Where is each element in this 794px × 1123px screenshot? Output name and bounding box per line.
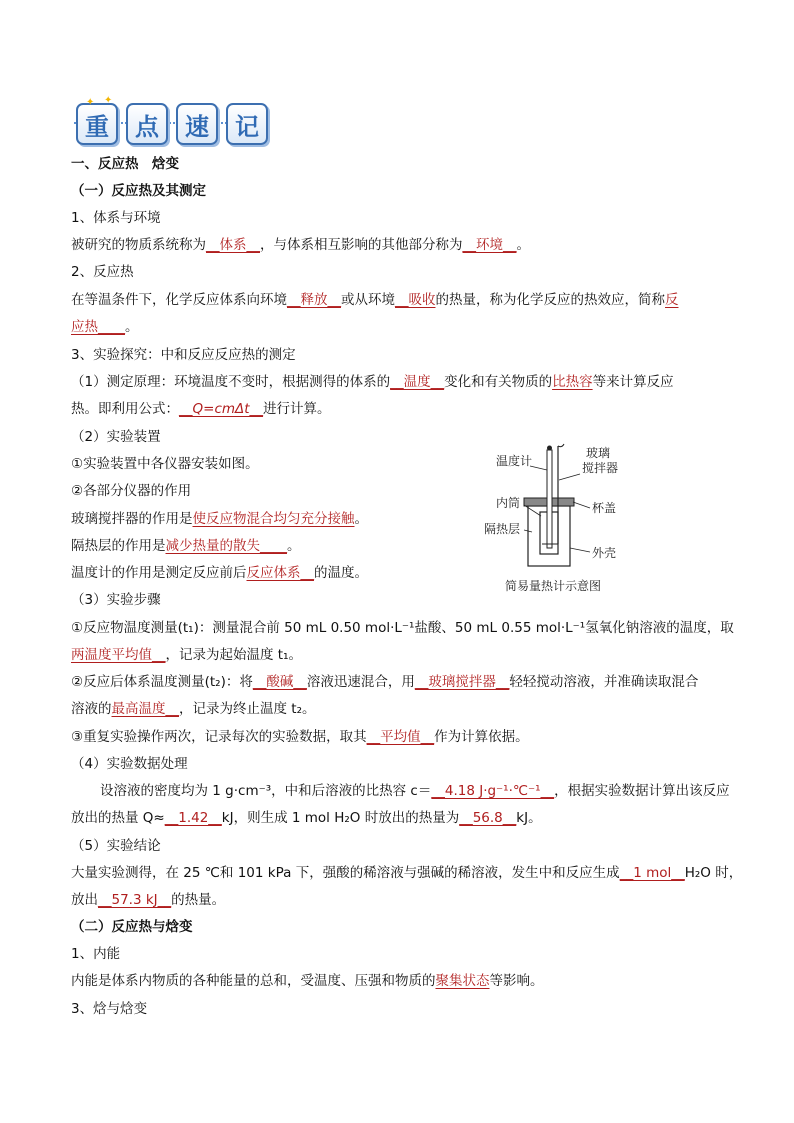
answer-blank: __57.3 kJ__: [98, 892, 172, 908]
title-tile-2: 点: [126, 103, 168, 145]
answer-blank: __1 mol__: [619, 865, 685, 881]
heading-enthalpy: 3、焓与焓变: [71, 1001, 148, 1017]
label-lid: 杯盖: [592, 501, 617, 515]
heading-reaction-heat: 2、反应热: [71, 264, 134, 280]
heading-system-environment: 1、体系与环境: [71, 210, 161, 226]
apparatus-roles: ②各部分仪器的作用: [71, 483, 192, 499]
sparkle-icon: ✦: [86, 97, 95, 108]
step-1: ①反应物温度测量(t₁)：测量混合前 50 mL 0.50 mol·L⁻¹盐酸、50 mL 0.55 mol·L⁻¹氢氧化钠溶液的温度，取: [71, 620, 734, 636]
stirrer-role: 玻璃搅拌器的作用是使反应物混合均匀充分接触。: [71, 511, 368, 527]
answer-blank: 减少热量的散失____: [165, 538, 287, 554]
label-shell: 外壳: [592, 546, 617, 560]
insulation-role: 隔热层的作用是减少热量的散失____。: [71, 538, 301, 554]
paragraph-reaction-heat-cont: 应热____。: [71, 319, 139, 335]
internal-energy-text: 内能是体系内物质的各种能量的总和，受温度、压强和物质的聚集状态等影响。: [71, 973, 544, 989]
section-title-tiles: [74, 95, 270, 147]
paragraph-reaction-heat: 在等温条件下，化学反应体系向环境__释放__或从环境__吸收的热量，称为化学反应的热效应，简称反: [71, 292, 679, 308]
label-stirrer-1: 玻璃: [586, 446, 611, 460]
label-insulation: 隔热层: [484, 522, 521, 536]
answer-blank: __释放__: [287, 292, 341, 308]
step-3: ③重复实验操作两次，记录每次的实验数据，取其__平均值__作为计算依据。: [71, 729, 529, 745]
label-thermometer: 温度计: [496, 454, 533, 468]
answer-blank: __环境__: [462, 237, 517, 253]
conclusion-cont: 放出__57.3 kJ__的热量。: [71, 892, 226, 908]
answer-blank: 聚集状态: [435, 973, 490, 989]
title-tile-3: 速: [176, 103, 218, 145]
subsection-heading-1: （一）反应热及其测定: [71, 183, 206, 199]
data-processing-cont: 放出的热量 Q≈__1.42__kJ，则生成 1 mol H₂O 时放出的热量为__56.8__kJ。: [71, 810, 542, 826]
label-inner-cup: 内筒: [496, 496, 521, 510]
answer-blank: __温度__: [390, 374, 445, 390]
thermometer-role: 温度计的作用是测定反应前后反应体系__的温度。: [71, 565, 368, 581]
paragraph-principle: （1）测定原理：环境温度不变时，根据测得的体系的__温度__变化和有关物质的比热容等来计算反应: [71, 374, 674, 390]
answer-blank: 两温度平均值__: [71, 647, 166, 663]
title-tile-4: 记: [226, 103, 268, 145]
heading-apparatus: （2）实验装置: [71, 429, 161, 445]
answer-blank: 应热____: [71, 319, 125, 335]
answer-blank: __1.42__: [164, 810, 222, 826]
paragraph-system: 被研究的物质系统称为__体系__，与体系相互影响的其他部分称为__环境__。: [71, 237, 530, 253]
step-1-cont: 两温度平均值__，记录为起始温度 t₁。: [71, 647, 302, 663]
answer-blank: __体系__: [206, 237, 260, 253]
heading-experiment: 3、实验探究：中和反应反应热的测定: [71, 347, 296, 363]
answer-blank: 使反应物混合均匀充分接触: [192, 511, 355, 527]
answer-blank: __56.8__: [459, 810, 517, 826]
subsection-heading-2: （二）反应热与焓变: [71, 919, 193, 935]
answer-blank: __酸碱__: [252, 674, 307, 690]
heading-internal-energy: 1、内能: [71, 946, 121, 962]
answer-blank: __4.18 J·g⁻¹·℃⁻¹__: [431, 783, 555, 799]
step-2: ②反应后体系温度测量(t₂)：将__酸碱__溶液迅速混合，用__玻璃搅拌器__轻轻搅动溶液，并准确读取混合: [71, 674, 699, 690]
answer-blank: 比热容: [552, 374, 593, 390]
step-2-cont: 溶液的最高温度__，记录为终止温度 t₂。: [71, 701, 316, 717]
answer-blank: __玻璃搅拌器__: [414, 674, 510, 690]
title-tile-1: 重: [76, 103, 118, 145]
answer-blank: 最高温度__: [111, 701, 179, 717]
answer-blank: 反应体系__: [246, 565, 314, 581]
heading-conclusion: （5）实验结论: [71, 838, 161, 854]
data-processing: 设溶液的密度均为 1 g·cm⁻³，中和后溶液的比热容 c＝__4.18 J·g⁻¹·℃⁻¹__，根据实验数据计算出该反应: [100, 783, 730, 799]
answer-blank: __平均值__: [366, 729, 435, 745]
heading-data-processing: （4）实验数据处理: [71, 756, 188, 772]
calorimeter-diagram: [470, 440, 650, 600]
answer-formula: __Q=cmΔt__: [179, 401, 264, 417]
sparkle-icon: ✦: [104, 95, 113, 106]
figure-caption: 简易量热计示意图: [505, 579, 602, 593]
conclusion: 大量实验测得，在 25 ℃和 101 kPa 下，强酸的稀溶液与强碱的稀溶液，发生中和反应生成__1 mol__H₂O 时，: [71, 865, 743, 881]
answer-blank: 反: [665, 292, 679, 308]
paragraph-principle-cont: 热。即利用公式：__Q=cmΔt__进行计算。: [71, 401, 331, 417]
answer-blank: __吸收: [395, 292, 436, 308]
heading-steps: （3）实验步骤: [71, 592, 161, 608]
label-stirrer-2: 搅拌器: [582, 461, 619, 475]
apparatus-note: ①实验装置中各仪器安装如图。: [71, 456, 259, 472]
section-heading-1: 一、反应热 焓变: [71, 156, 179, 172]
